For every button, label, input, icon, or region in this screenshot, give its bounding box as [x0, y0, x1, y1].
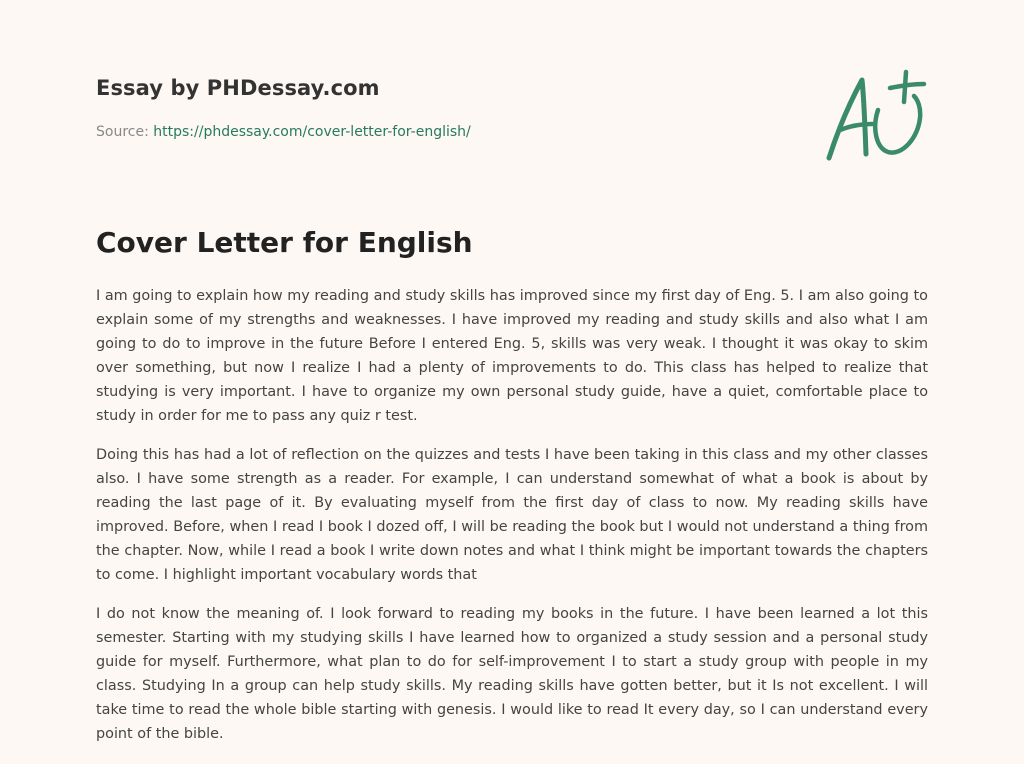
essay-body [96, 284, 928, 761]
site-title: Essay by PHDessay.com [96, 76, 380, 100]
source-link[interactable]: https://phdessay.com/cover-letter-for-english/ [153, 124, 471, 140]
essay-paragraph: I do not know the meaning of. I look forward to reading my books in the future. I have been learned a lot this semester. Starting with my studying skills I have learned how to organized a study session and a personal study guide for myself. Furthermore, what plan to do for self-improvement I to start a study group with people in my class. Studying In a group can help study skills. My reading skills have gotten better, but it Is not excellent. I will take time to read the whole bible starting with genesis. I would like to read It every day, so I can understand every point of the bible. [96, 606, 928, 742]
a-plus-grade-icon [820, 68, 930, 168]
source-line [96, 124, 471, 140]
essay-title: Cover Letter for English [96, 226, 473, 259]
source-label: Source: [96, 124, 154, 140]
essay-paragraph: I am going to explain how my reading and study skills has improved since my first day of Eng. 5. I am also going to explain some of my strengths and weaknesses. I have improved my reading and study skills and also what I am going to do to improve in the future Before I entered Eng. 5, skills was very weak. I thought it was okay to skim over something, but now I realize I had a plenty of improvements to do. This class has helped to realize that studying is very important. I have to organize my own personal study guide, have a quiet, comfortable place to study in order for me to pass any quiz r test. [96, 288, 928, 424]
essay-paragraph: Doing this has had a lot of reflection on the quizzes and tests I have been taking in this class and my other classes also. I have some strength as a reader. For example, I can understand somewhat of what a book is about by reading the last page of it. By evaluating myself from the first day of class to now. My reading skills have improved. Before, when I read I book I dozed off, I will be reading the book but I would not understand a thing from the chapter. Now, while I read a book I write down notes and what I think might be important towards the chapters to come. I highlight important vocabulary words that [96, 447, 928, 583]
